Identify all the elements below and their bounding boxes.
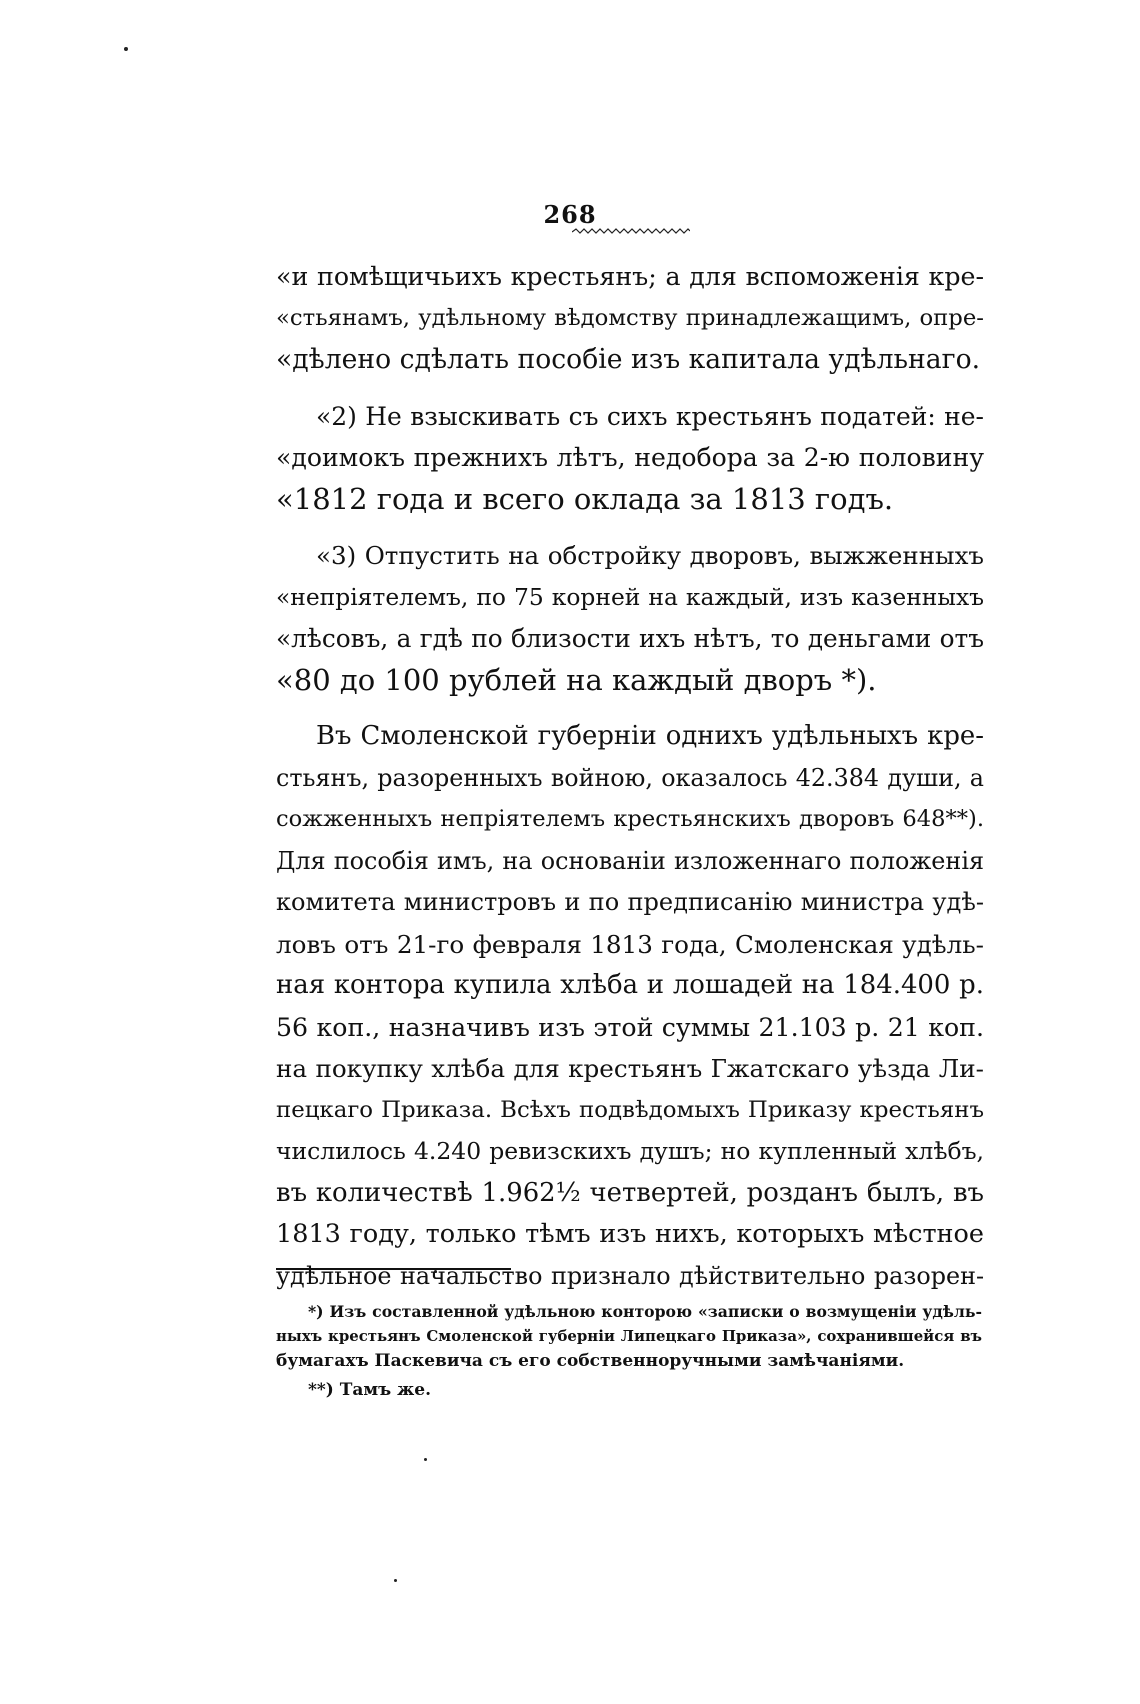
footnote-line: *) Изъ составленной удѣльною конторою «записки о возмущеніи удѣль-	[308, 1302, 982, 1321]
text-line: «2) Не взыскивать съ сихъ крестьянъ податей: не-	[316, 401, 984, 431]
footnote-divider	[276, 1268, 511, 1270]
paragraph	[276, 716, 984, 1297]
text-line: ная контора купила хлѣба и лошадей на 184.400 р.	[276, 970, 984, 1000]
text-line: «доимокъ прежнихъ лѣтъ, недобора за 2-ю половину	[276, 443, 984, 472]
text-line: «и помѣщичьихъ крестьянъ; а для вспоможенія кре-	[276, 262, 984, 291]
text-line: «80 до 100 рублей на каждый дворъ *).	[276, 662, 877, 697]
text-line: въ количествѣ 1.962½ четвертей, розданъ былъ, въ	[276, 1177, 984, 1208]
footnotes	[276, 1299, 982, 1403]
text-line: 1813 году, только тѣмъ изъ нихъ, которыхъ мѣстное	[276, 1219, 984, 1249]
text-line: «3) Отпустить на обстройку дворовъ, выжженныхъ	[316, 541, 984, 570]
text-line: стьянъ, разоренныхъ войною, оказалось 42.384 души, а	[276, 763, 984, 792]
scan-speck	[124, 47, 128, 51]
text-line: «лѣсовъ, а гдѣ по близости ихъ нѣтъ, то деньгами отъ	[276, 624, 984, 653]
footnote-line: ныхъ крестьянъ Смоленской губерніи Липецкаго Приказа», сохранившейся въ	[276, 1327, 982, 1345]
text-line: «дѣлено сдѣлать пособіе изъ капитала удѣльнаго.	[276, 344, 981, 375]
text-line: комитета министровъ и по предписанію министра удѣ-	[276, 888, 984, 916]
footnote	[276, 1378, 982, 1403]
text-line: Для пособія имъ, на основаніи изложеннаго положенія	[276, 846, 984, 875]
text-line: числилось 4.240 ревизскихъ душъ; но купленный хлѣбъ,	[276, 1137, 984, 1165]
text-line: Въ Смоленской губерніи однихъ удѣльныхъ кре-	[316, 721, 984, 751]
body-text	[276, 256, 984, 1297]
footnote-line: бумагахъ Паскевича съ его собственноручными замѣчаніями.	[276, 1351, 905, 1371]
text-line: на покупку хлѣба для крестьянъ Гжатскаго уѣзда Ли-	[276, 1054, 984, 1083]
paragraph	[276, 535, 984, 701]
scan-speck	[424, 1458, 427, 1461]
paragraph	[276, 396, 984, 521]
text-line: «1812 года и всего оклада за 1813 годъ.	[276, 481, 894, 516]
footnote-line: **) Тамъ же.	[308, 1380, 432, 1400]
text-line: 56 коп., назначивъ изъ этой суммы 21.103 р. 21 коп.	[276, 1012, 984, 1042]
scan-speck	[394, 1579, 397, 1582]
text-line: пецкаго Приказа. Всѣхъ подвѣдомыхъ Приказу крестьянъ	[276, 1096, 984, 1123]
text-line: «непріятелемъ, по 75 корней на каждый, изъ казенныхъ	[276, 582, 984, 611]
text-line: удѣльное начальство признало дѣйствительно разорен-	[276, 1261, 984, 1290]
paragraph	[276, 256, 984, 381]
page-number-ornament	[572, 228, 690, 236]
text-line: сожженныхъ непріятелемъ крестьянскихъ дворовъ 648**).	[276, 806, 984, 832]
text-line: «стьянамъ, удѣльному вѣдомству принадлежащимъ, опре-	[276, 304, 984, 331]
text-line: ловъ отъ 21-го февраля 1813 года, Смоленская удѣль-	[276, 929, 984, 959]
footnote	[276, 1299, 982, 1374]
page-number: 268	[543, 200, 597, 229]
